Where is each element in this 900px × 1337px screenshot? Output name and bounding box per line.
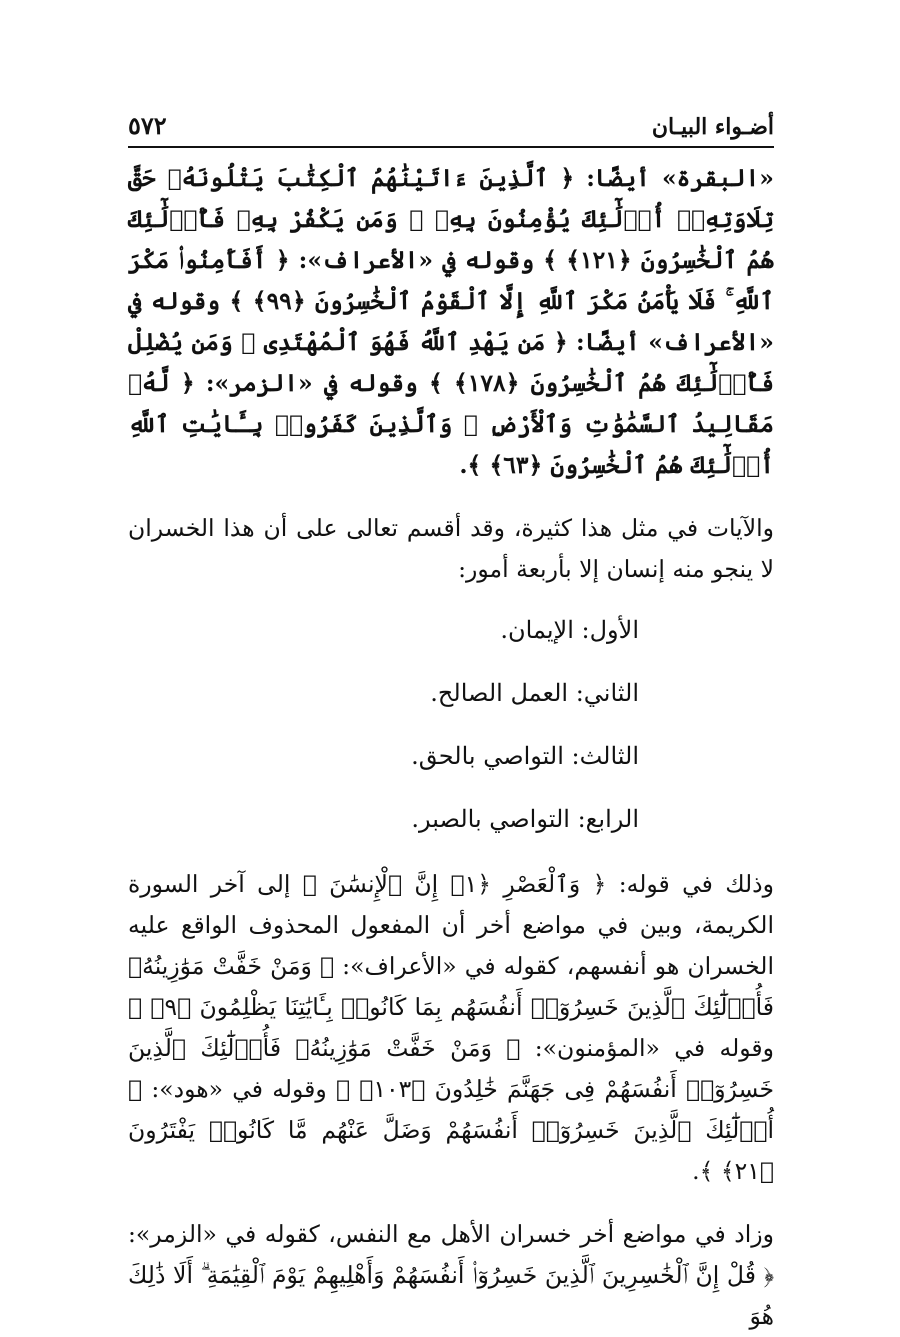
list-item-2: الثاني: العمل الصالح. — [430, 679, 639, 707]
page-header — [128, 108, 774, 148]
list-item-3: الثالث: التواصي بالحق. — [411, 742, 639, 770]
paragraph-2: والآيات في مثل هذا كثيرة، وقد أقسم تعالى على أن هذا الخسران لا ينجو منه إنسان إلا بأربعة أمور: — [128, 514, 774, 583]
paragraph-4: وزاد في مواضع أخر خسران الأهل مع النفس، كقوله في «الزمر»: ﴿ قُلْ إِنَّ ٱلْخَٰسِرِينَ ٱلَّذِينَ خَسِرُوٓا۟ أَنفُسَهُمْ وَأَهْلِيهِمْ يَوْمَ ٱلْقِيَٰمَةِ ۗ أَلَا ذَٰلِكَ هُوَ — [128, 1220, 774, 1330]
paragraph-1: «البقرة» أيضًا: ﴿ ٱلَّذِينَ ءَاتَيْنَٰهُمُ ٱلْكِتَٰبَ يَتْلُونَهُۥ حَقَّ تِلَاوَتِهِۦٓ أُو۟لَٰٓئِكَ يُؤْمِنُونَ بِهِۦ ۗ وَمَن يَكْفُرْ بِهِۦ فَأُو۟لَٰٓئِكَ هُمُ ٱلْخَٰسِرُونَ ﴿١٢١﴾ ﴾ وقوله في «الأعراف»: ﴿ أَفَأَمِنُوا۟ مَكْرَ ٱللَّهِ ۚ فَلَا يَأْمَنُ مَكْرَ ٱللَّهِ إِلَّا ٱلْقَوْمُ ٱلْخَٰسِرُونَ ﴿٩٩﴾ ﴾ وقوله في «الأعراف» أيضًا: ﴿ مَن يَهْدِ ٱللَّهُ فَهُوَ ٱلْمُهْتَدِى ۖ وَمَن يُضْلِلْ فَأُو۟لَٰٓئِكَ هُمُ ٱلْخَٰسِرُونَ ﴿١٧٨﴾ ﴾ وقوله في «الزمر»: ﴿ لَّهُۥ مَقَالِيدُ ٱلسَّمَٰوَٰتِ وَٱلْأَرْضِ ۗ وَٱلَّذِينَ كَفَرُوا۟ بِـَٔايَٰتِ ٱللَّهِ أُو۟لَٰٓئِكَ هُمُ ٱلْخَٰسِرُونَ ﴿٦٣﴾ ﴾. — [128, 164, 774, 479]
list-item-1: الأول: الإيمان. — [500, 616, 639, 644]
running-title: أضـواء البيـان — [651, 114, 774, 140]
paragraph-3: وذلك في قوله: ﴿ وَٱلْعَصْرِ ﴿١﴾ إِنَّ ٱلْإِنسَٰنَ ﴾ إلى آخر السورة الكريمة، وبين في مواضع أخر أن المفعول المحذوف الواقع عليه الخسران هو أنفسهم، كقوله في «الأعراف»: ﴿ وَمَنْ خَفَّتْ مَوَٰزِينُهُۥ فَأُو۟لَٰٓئِكَ ٱلَّذِينَ خَسِرُوٓا۟ أَنفُسَهُم بِمَا كَانُوا۟ بِـَٔايَٰتِنَا يَظْلِمُونَ ﴿٩﴾ ﴾ وقوله في «المؤمنون»: ﴿ وَمَنْ خَفَّتْ مَوَٰزِينُهُۥ فَأُو۟لَٰٓئِكَ ٱلَّذِينَ خَسِرُوٓا۟ أَنفُسَهُمْ فِى جَهَنَّمَ خَٰلِدُونَ ﴿١٠٣﴾ ﴾ وقوله في «هود»: ﴿ أُو۟لَٰٓئِكَ ٱلَّذِينَ خَسِرُوٓا۟ أَنفُسَهُمْ وَضَلَّ عَنْهُم مَّا كَانُوا۟ يَفْتَرُونَ ﴿٢١﴾ ﴾. — [128, 870, 774, 1185]
page-number: ٥٧٢ — [128, 111, 167, 140]
page-body — [128, 158, 774, 1337]
list-item-4: الرابع: التواصي بالصبر. — [411, 805, 639, 833]
four-matters-list — [128, 610, 774, 839]
